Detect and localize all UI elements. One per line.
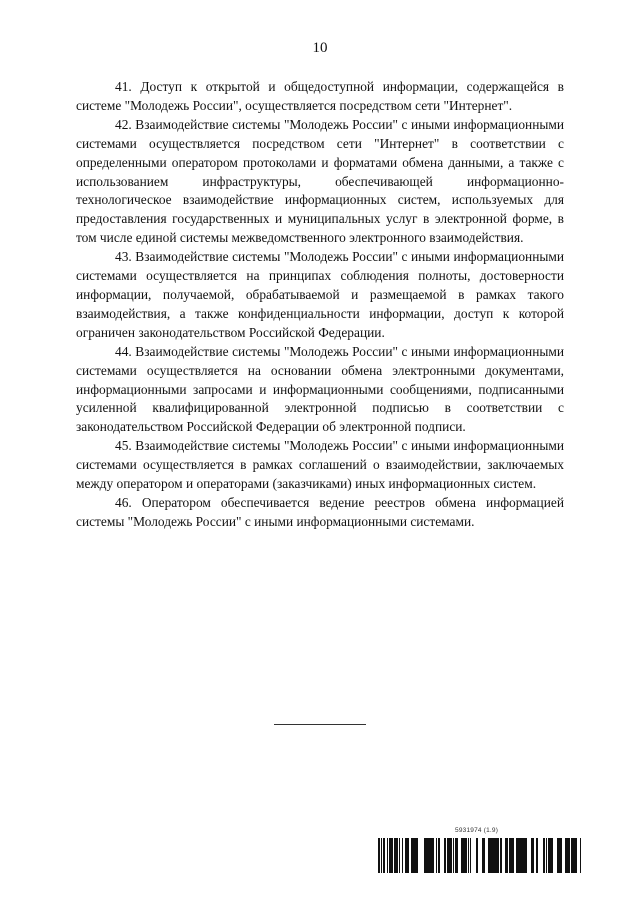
paragraph-text: Взаимодействие системы "Молодежь России" с иными информационными системами осуществляется в рамках соглашений о взаимодействии, заключаемых между оператором и операторами (заказчиками) иных информационных систем. (76, 438, 564, 492)
page-number: 10 (312, 40, 328, 56)
paragraph-45 (76, 437, 564, 494)
paragraph-number: 44. (115, 343, 132, 359)
paragraph-text: Взаимодействие системы "Молодежь России" с иными информационными системами осуществляется посредством сети "Интернет" в соответствии с определенными оператором протоколами и форматами обмена данными, а также с использованием инфраструктуры, обеспечивающей информационно-технологическое взаимодействие информационных систем, используемых для предоставления государственных и муниципальных услуг в электронной форме, в том числе единой системы межведомственного электронного взаимодействия. (76, 116, 564, 246)
paragraph-41 (76, 78, 564, 116)
paragraph-number: 42. (115, 116, 132, 132)
paragraph-text: Оператором обеспечивается ведение реестров обмена информацией системы "Молодежь России" с иными информационными системами. (76, 494, 564, 529)
paragraph-42 (76, 116, 564, 248)
paragraph-number: 43. (115, 249, 132, 265)
paragraph-text: Взаимодействие системы "Молодежь России" с иными информационными системами осуществляется на основании обмена электронными документами, информационными запросами и информационными сообщениями, подписанными усиленной квалифицированной электронной подписью в соответствии с законодательством Российской Федерации об электронной подписи. (76, 343, 564, 435)
paragraph-44 (76, 343, 564, 438)
document-body (76, 78, 564, 532)
paragraph-number: 45. (115, 438, 132, 454)
paragraph-text: Взаимодействие системы "Молодежь России" с иными информационными системами осуществляется на принципах соблюдения полноты, достоверности информации, получаемой, обрабатываемой и размещаемой в рамках такого взаимодействия, а также конфиденциальности информации, доступ к которой ограничен законодательством Российской Федерации. (76, 249, 564, 340)
paragraph-number: 41. (115, 79, 132, 94)
paragraph-46 (76, 494, 564, 532)
paragraph-43 (76, 248, 564, 343)
paragraph-number: 46. (115, 494, 132, 510)
end-divider (274, 724, 366, 725)
paragraph-text: Доступ к открытой и общедоступной информации, содержащейся в системе "Молодежь России", осуществляется посредством сети "Интернет". (76, 79, 564, 113)
barcode-image (377, 838, 584, 873)
barcode-caption: 5931974 (1.9) (455, 827, 499, 834)
